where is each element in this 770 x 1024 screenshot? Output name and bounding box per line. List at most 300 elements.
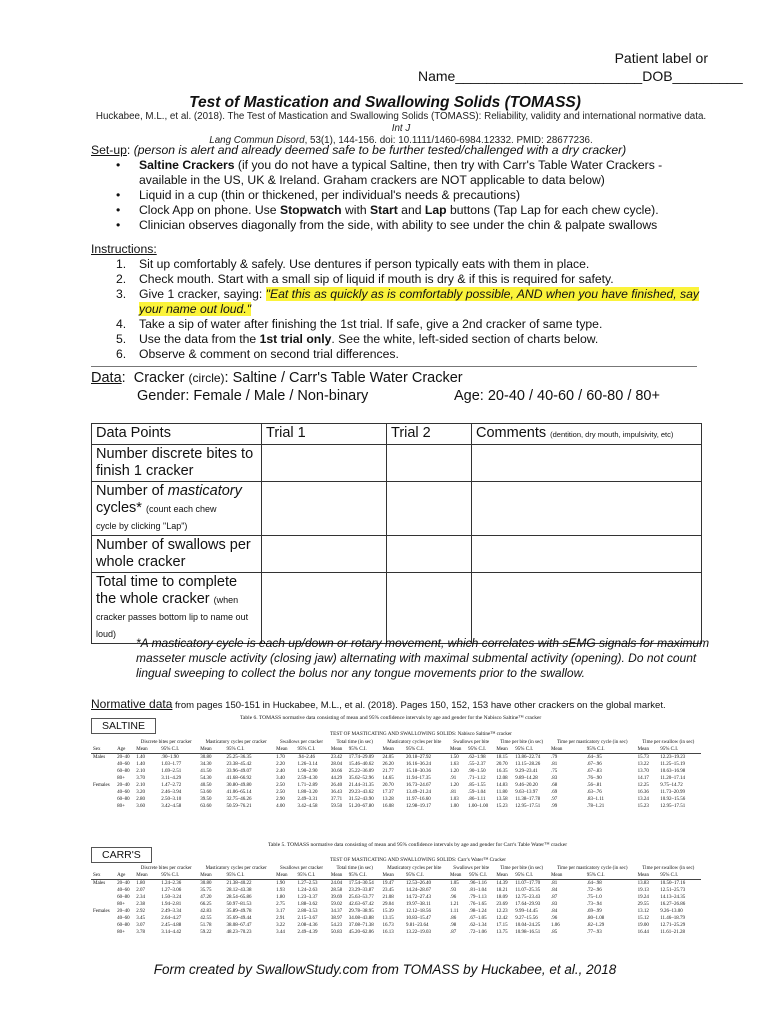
norm-cell: 1.69–2.51 — [161, 769, 182, 774]
norm-cell: 25.22–36.09 — [348, 769, 374, 774]
norm-cell: 12.25 — [637, 783, 649, 788]
norm-cell: 11.80 — [496, 790, 508, 795]
norm-cell: 13.49–21.24 — [405, 790, 431, 795]
norm-cell: .98 — [450, 923, 457, 928]
norm-cell: 2.50–3.10 — [161, 797, 182, 802]
norm-col-header — [91, 872, 701, 880]
norm-cell: 60–80 — [117, 923, 130, 928]
norm-cell: .67–.83 — [586, 769, 602, 774]
norm-cell: 2.38 — [136, 902, 146, 907]
norm-col-label: 95% C.I. — [513, 872, 549, 880]
data-gender-line[interactable]: Gender: Female / Male / Non-binary — [137, 388, 369, 404]
norm-cell: 25.25–36.35 — [226, 755, 252, 760]
norm-cell: 15.23 — [496, 804, 508, 809]
instruction-step-1: Sit up comfortably & safely. Use dentures if person typically eats with them in place. — [139, 257, 590, 271]
norm-cell: 23.29–33.87 — [348, 888, 374, 893]
norm-cell: 4.00 — [276, 804, 285, 809]
norm-cell: 14.13–24.35 — [660, 895, 686, 900]
norm-cell: 38.08–67.47 — [226, 923, 252, 928]
norm-cell: 33.96–49.07 — [226, 769, 252, 774]
norm-cell: 1.47–2.72 — [161, 783, 182, 788]
norm-cell: 23.42 — [330, 755, 343, 760]
norm-cell: 12.98–19.17 — [405, 804, 431, 809]
norm-cell: .98–1.24 — [469, 909, 487, 914]
norm-cell: 16.13 — [382, 930, 394, 935]
comments-bites-cell[interactable] — [472, 445, 702, 482]
norm-cell: .96–1.16 — [469, 881, 487, 886]
norm-cell: 20–40 — [117, 909, 130, 914]
norm-cell: 28.12–43.38 — [226, 888, 252, 893]
setup-item-observe: • Clinician observes diagonally from the side, with ability to see under the chin & palpate swallows — [139, 218, 711, 233]
saltine-label-box: SALTINE — [91, 718, 156, 734]
norm-cell: 9.75–14.72 — [660, 783, 683, 788]
norm-cell: 2.07 — [136, 888, 146, 893]
norm-group-header — [91, 865, 701, 872]
norm-cell: 19.24 — [637, 895, 649, 900]
norm-cell — [91, 915, 115, 922]
norm-cell: 29.78–38.95 — [348, 909, 374, 914]
norm-col-label: 95% C.I. — [658, 872, 701, 880]
norm-cell: .64–.95 — [586, 755, 602, 760]
norm-cell: 3.22 — [276, 923, 285, 928]
norm-cell: .81 — [550, 881, 558, 886]
norm-cell: Males — [93, 755, 106, 760]
norm-cell: 40–60 — [117, 790, 130, 795]
norm-cell: 2.50 — [276, 790, 285, 795]
norm-cell: 47.20 — [200, 895, 212, 900]
norm-cell: 1.80–3.20 — [297, 790, 318, 795]
carrs-norm-table-wrap — [91, 865, 701, 936]
norm-col-label: Mean — [274, 872, 295, 880]
norm-cell — [91, 768, 115, 775]
norm-cell: .77–.93 — [586, 930, 602, 935]
trial2-cycles-cell[interactable] — [387, 482, 472, 536]
norm-cell: 21.44–31.35 — [348, 783, 374, 788]
norm-cell: 1.27–3.06 — [161, 888, 182, 893]
norm-cell: 18.15 — [496, 755, 508, 760]
instructions-section — [91, 242, 711, 362]
saltine-norm-table-wrap — [91, 739, 701, 810]
table5-title: TEST OF MASTICATING AND SWALLOWING SOLIDS: Carr's Water™ Cracker — [330, 857, 506, 863]
norm-cell: 2.64–4.27 — [161, 916, 182, 921]
norm-group-label: Masticatory cycles per cracker — [205, 866, 267, 871]
norm-cell: .79–1.13 — [469, 895, 487, 900]
norm-cell: 2.20 — [276, 762, 285, 767]
norm-cell: 15.23 — [637, 804, 649, 809]
norm-cell: .56–.81 — [586, 783, 602, 788]
norm-cell: 40–60 — [117, 762, 130, 767]
norm-cell: 1.20 — [450, 769, 459, 774]
citation — [95, 111, 707, 147]
trial1-swallows-cell[interactable] — [262, 536, 387, 573]
norm-cell: 1.03 — [450, 797, 459, 802]
norm-cell: .85 — [550, 930, 558, 935]
norm-cell: Males — [93, 881, 106, 886]
norm-cell: 19.00 — [637, 923, 649, 928]
norm-cell: .87 — [550, 895, 558, 900]
table-row — [91, 894, 701, 901]
norm-cell: 26.20 — [382, 762, 394, 767]
norm-cell: 50.97–81.53 — [226, 902, 252, 907]
norm-cell: 1.00–1.00 — [468, 804, 489, 809]
norm-col-label: 95% C.I. — [404, 872, 448, 880]
norm-col-label: Mean — [549, 872, 585, 880]
norm-cell: .93 — [450, 888, 457, 893]
norm-cell: 30.66 — [330, 769, 343, 774]
norm-cell: 12.95–17.51 — [515, 804, 541, 809]
norm-cell: 1.03–1.77 — [161, 762, 182, 767]
norm-col-label: 95% C.I. — [467, 872, 494, 880]
norm-cell: .63–.76 — [586, 790, 602, 795]
norm-group-label: Discrete bites per cracker — [140, 866, 192, 871]
norm-cell: 3.42–4.58 — [161, 804, 182, 809]
trial2-time-cell[interactable] — [387, 573, 472, 644]
norm-cell: 2.49–3.31 — [297, 797, 318, 802]
trial1-cycles-cell[interactable] — [262, 482, 387, 536]
norm-cell — [91, 775, 115, 782]
norm-cell: 1.93 — [276, 888, 285, 893]
instruction-step-2: Check mouth. Start with a small sip of liquid if mouth is dry & if this is required for safety. — [139, 272, 614, 286]
citation-rest: , 53(1), 144-156. doi: 10.1111/1460-6984.12332. PMID: 28677236. — [304, 135, 593, 146]
trial2-swallows-cell[interactable] — [387, 536, 472, 573]
norm-cell: .87 — [450, 930, 457, 935]
norm-cell: 19.47 — [382, 881, 394, 886]
norm-cell: .76–1.65 — [469, 902, 487, 907]
norm-cell: Females — [93, 783, 110, 788]
norm-cell: 2.50 — [276, 783, 285, 788]
norm-cell: 3.60 — [136, 804, 146, 809]
norm-col-label: 95% C.I. — [585, 746, 636, 754]
table-row — [92, 536, 702, 573]
norm-cell: 1.88–3.62 — [297, 902, 318, 907]
norm-cell: 2.15–3.67 — [297, 916, 318, 921]
norm-cell: .90–1.90 — [161, 755, 179, 760]
norm-cell: 16.08 — [382, 804, 394, 809]
norm-cell: 59.02 — [330, 902, 343, 907]
norm-cell: 40.50 — [200, 783, 212, 788]
norm-cell: 12.23 — [496, 909, 508, 914]
norm-cell: 23.38–45.42 — [226, 762, 252, 767]
norm-cell: 29.04 — [382, 902, 394, 907]
norm-cell: .81 — [450, 790, 457, 795]
carrs-label-box: CARR'S — [91, 847, 152, 863]
instruction-step-6: Observe & comment on second trial differences. — [139, 347, 399, 361]
norm-cell: 9.26–13.00 — [660, 909, 683, 914]
norm-cell — [91, 929, 115, 936]
norm-group-label: Masticatory cycles per bite — [387, 740, 442, 745]
norm-cell: 44.29 — [330, 776, 343, 781]
norm-cell: 16.73 — [382, 923, 394, 928]
norm-cell: 17.64–29.93 — [515, 902, 541, 907]
norm-group-label: Masticatory cycles per cracker — [205, 740, 267, 745]
carrs-norm-table — [91, 865, 701, 936]
norm-cell: 9.46–20.20 — [515, 783, 538, 788]
norm-col-header — [91, 746, 701, 754]
norm-cell: 2.34 — [136, 895, 146, 900]
norm-cell: .69–.99 — [586, 909, 602, 914]
row-label-bites: Number discrete bites to finish 1 cracker — [92, 445, 262, 482]
norm-cell: .71–1.12 — [468, 776, 486, 781]
norm-cell: .79 — [550, 755, 558, 760]
norm-cell: 16.27–26.86 — [660, 902, 686, 907]
norm-cell: 14.24–28.67 — [405, 888, 431, 893]
citation-journal1: Int J — [391, 123, 411, 134]
norm-cell: 1.50 — [450, 755, 459, 760]
setup-list — [91, 158, 711, 233]
norm-cell: 11.38–17.78 — [515, 797, 541, 802]
norm-cell: 1.71–2.89 — [297, 783, 318, 788]
norm-group-label: Total time (in sec) — [336, 866, 373, 871]
norm-cell: 2.10 — [136, 769, 146, 774]
table-row — [91, 908, 701, 915]
divider — [91, 366, 697, 367]
setup-item-clock: • Clock App on phone. Use Stopwatch with Start and Lap buttons (Tap Lap for each chew cycle). — [139, 203, 711, 218]
table-row — [91, 803, 701, 810]
norm-col-label: 95% C.I. — [347, 746, 381, 754]
norm-cell: 30.80 — [200, 755, 212, 760]
norm-cell: 14.39 — [496, 881, 508, 886]
norm-col-label: Sex — [91, 872, 115, 880]
norm-cell: .96 — [450, 895, 457, 900]
norm-cell: 59.50 — [330, 804, 343, 809]
norm-cell: .72–1.06 — [469, 930, 487, 935]
norm-cell: 1.26–3.14 — [297, 762, 318, 767]
comments-swallows-cell[interactable] — [472, 536, 702, 573]
norm-cell: 51.78 — [200, 923, 212, 928]
norm-cell: 34.37 — [330, 909, 343, 914]
norm-cell: 3.44 — [276, 930, 285, 935]
norm-cell: .75 — [550, 769, 558, 774]
instruction-step-5: Use the data from the 1st trial only. See the white, left-sided section of charts below. — [139, 332, 599, 346]
table6-title: TEST OF MASTICATING AND SWALLOWING SOLIDS: Nabisco Saltine™ cracker — [330, 731, 512, 737]
norm-cell: 42.55 — [200, 916, 212, 921]
table-row — [91, 887, 701, 894]
norm-cell: 40–60 — [117, 916, 130, 921]
norm-cell: 10.98–16.51 — [515, 930, 541, 935]
norm-cell: 13.15–28.26 — [515, 762, 541, 767]
norm-cell: 50.83 — [330, 930, 343, 935]
comments-time-cell[interactable] — [472, 573, 702, 644]
norm-cell: 15.12 — [637, 916, 649, 921]
norm-col-label: 95% C.I. — [347, 872, 381, 880]
norm-cell: 3.40 — [276, 776, 285, 781]
norm-cell: 2.08–4.36 — [297, 923, 318, 928]
norm-cell: 17.37 — [382, 790, 394, 795]
norm-cell: 2.10 — [136, 783, 146, 788]
table-row — [91, 768, 701, 775]
norm-cell: .67–.96 — [586, 762, 602, 767]
norm-cell: 10.04–24.25 — [515, 923, 541, 928]
norm-cell: .99 — [550, 804, 558, 809]
norm-cell: .82–1.29 — [586, 923, 605, 928]
norm-cell: 1.23–3.37 — [297, 895, 318, 900]
norm-cell: 17.54–30.54 — [348, 881, 374, 886]
comments-cycles-cell[interactable] — [472, 482, 702, 536]
norm-cell: 2.80–3.53 — [297, 909, 318, 914]
norm-cell — [91, 789, 115, 796]
data-age-line[interactable]: Age: 20-40 / 40-60 / 60-80 / 80+ — [454, 388, 660, 404]
norm-col-label: 95% C.I. — [658, 746, 701, 754]
table-row — [92, 445, 702, 482]
instruction-step-4: Take a sip of water after finishing the 1st trial. If safe, give a 2nd cracker of same type. — [139, 317, 603, 331]
norm-cell: 9.89–14.28 — [515, 776, 538, 781]
norm-cell: 12.08 — [496, 776, 508, 781]
norm-cell: 3.07 — [136, 923, 146, 928]
norm-cell: 2.46–3.94 — [161, 790, 182, 795]
norm-cell: 16.36 — [637, 790, 649, 795]
norm-cell: 10.63–16.98 — [660, 769, 686, 774]
norm-cell: 2.80 — [136, 797, 146, 802]
norm-cell: 13.75 — [496, 930, 508, 935]
norm-cell: 11.94–17.35 — [405, 776, 431, 781]
norm-col-label: 95% C.I. — [225, 746, 275, 754]
header-comments: Comments (dentition, dry mouth, impulsivity, etc) — [472, 424, 702, 445]
norm-cell: 59.22 — [200, 930, 212, 935]
norm-cell: .84 — [550, 909, 558, 914]
norm-cell: .81–1.04 — [469, 888, 487, 893]
table-row — [91, 789, 701, 796]
name-dob-line: Name________________________DOB_________ — [418, 68, 743, 84]
data-points-table — [91, 423, 702, 644]
norm-cell: 9.27–15.56 — [515, 916, 538, 921]
norm-cell: 13.12 — [637, 909, 649, 914]
header-data-points: Data Points — [92, 424, 262, 445]
norm-cell: 80+ — [117, 930, 125, 935]
citation-line1: Huckabee, M.L., et al. (2018). The Test of Mastication and Swallowing Solids (TOMASS): Reliability, validity and international normative data. — [95, 111, 707, 122]
norm-cell: .83–1.11 — [586, 797, 605, 802]
setup-intro: (person is alert and already deemed safe to be further tested/challenged with a dry cracker) — [133, 143, 627, 157]
norm-cell: 13.86–22.74 — [515, 755, 541, 760]
trial1-bites-cell[interactable] — [262, 445, 387, 482]
norm-cell: 1.20 — [450, 783, 459, 788]
norm-cell: 54.30 — [200, 776, 212, 781]
norm-group-label: Time per masticatory cycle (in sec) — [557, 866, 628, 871]
norm-col-label: 95% C.I. — [585, 872, 636, 880]
saltine-norm-table — [91, 739, 701, 810]
norm-cell: 15.39 — [382, 909, 394, 914]
norm-cell: 39.69 — [330, 895, 343, 900]
norm-cell: 15.46–40.62 — [348, 762, 374, 767]
norm-cell: 29.55 — [637, 902, 649, 907]
norm-cell — [91, 803, 115, 810]
norm-cell: 1.06 — [550, 923, 560, 928]
norm-col-label: 95% C.I. — [404, 746, 448, 754]
norm-cell: 1.11 — [450, 909, 459, 914]
norm-cell: .97 — [550, 797, 558, 802]
norm-col-label: 95% C.I. — [159, 746, 198, 754]
norm-cell: 16.16–36.24 — [405, 762, 431, 767]
norm-cell: 3.11–4.29 — [161, 776, 182, 781]
norm-cell: 11.61–21.28 — [660, 930, 686, 935]
norm-cell: 80+ — [117, 902, 125, 907]
norm-cell: 3.70 — [136, 776, 146, 781]
norm-cell: 35.89–49.78 — [226, 909, 252, 914]
norm-cell: 24.05 — [382, 755, 394, 760]
norm-group-label: Time per bite (in sec) — [500, 740, 544, 745]
norm-cell: 30.80 — [200, 881, 212, 886]
norm-cell: .64–.98 — [586, 881, 602, 886]
norm-cell: 15.18–30.36 — [405, 769, 431, 774]
norm-cell: 12.12–18.56 — [405, 909, 431, 914]
norm-cell: .86 — [450, 916, 457, 921]
norm-cell: 30.80–49.80 — [226, 783, 252, 788]
norm-col-label: Mean — [381, 746, 404, 754]
norm-col-label: Mean — [134, 872, 159, 880]
norm-cell: 15.73 — [637, 755, 649, 760]
citation-journal2: Lang Commun Disord — [209, 135, 305, 146]
norm-cell: 28.04 — [330, 762, 343, 767]
norm-cell: 24.04 — [330, 881, 343, 886]
norm-cell: 1.50–3.24 — [161, 895, 182, 900]
norm-group-label: Swallows per cracker — [279, 866, 324, 871]
norm-cell: 1.70 — [276, 755, 285, 760]
norm-cell: 50.59–76.21 — [226, 804, 252, 809]
table-row — [91, 929, 701, 936]
norm-cell: 3.14–4.42 — [161, 930, 182, 935]
norm-cell: 1.90 — [276, 881, 285, 886]
norm-col-label: Mean — [448, 872, 467, 880]
norm-cell: 18.21 — [496, 888, 508, 893]
norm-col-label: Mean — [636, 872, 659, 880]
norm-cell: 2.59–4.30 — [297, 776, 318, 781]
norm-cell: 60–80 — [117, 895, 130, 900]
norm-cell: 20.70 — [382, 783, 394, 788]
norm-cell: 2.75 — [276, 902, 285, 907]
norm-group-label: Time per bite (in sec) — [500, 866, 544, 871]
norm-cell: 54.23 — [330, 923, 343, 928]
trial2-bites-cell[interactable] — [387, 445, 472, 482]
norm-cell: 14.72–27.43 — [405, 895, 431, 900]
norm-col-label: 95% C.I. — [225, 872, 275, 880]
setup-item-crackers: • Saltine Crackers (if you do not have a typical Saltine, then try with Carr's Table Water Crackers - available in the US, UK & Ireland. Graham crackers are NOT applicable to data below) — [139, 158, 711, 188]
norm-cell: 16.73–24.67 — [405, 783, 431, 788]
norm-cell: 21.77 — [382, 769, 394, 774]
norm-cell: 20–40 — [117, 881, 130, 886]
norm-cell: 35.69–49.44 — [226, 916, 252, 921]
norm-cell: 17.15 — [496, 923, 508, 928]
norm-cell: 20.70 — [496, 762, 508, 767]
header-trial-1: Trial 1 — [262, 424, 387, 445]
norm-cell: 11.20–17.14 — [660, 776, 686, 781]
norm-cell: 41.50 — [200, 769, 212, 774]
norm-cell: 23.69 — [496, 902, 508, 907]
norm-cell: 2.49–4.39 — [297, 930, 318, 935]
norm-col-label: Mean — [198, 872, 224, 880]
norm-cell: 37.08–71.38 — [348, 923, 374, 928]
norm-cell: .90–1.50 — [468, 769, 486, 774]
norm-col-label: Mean — [494, 872, 513, 880]
norm-cell: 16.35 — [496, 769, 508, 774]
norm-cell: 13.58 — [496, 797, 508, 802]
norm-col-label: Mean — [549, 746, 585, 754]
norm-cell: 1.00 — [450, 804, 459, 809]
norm-cell: Females — [93, 909, 110, 914]
norm-cell: 10.92–15.56 — [660, 797, 686, 802]
norm-cell: 12.51–25.73 — [660, 888, 686, 893]
norm-cell: .94–2.46 — [297, 755, 315, 760]
instruction-quote-highlight: "Eat this as quickly as is comfortably possible, AND when you have finished, say your name out loud." — [139, 287, 700, 316]
norm-cell: .72–.96 — [586, 888, 602, 893]
norm-cell: 11.25–15.19 — [660, 762, 686, 767]
norm-cell: 11.97–16.60 — [405, 797, 431, 802]
table-row — [92, 573, 702, 644]
norm-cell: 3.20 — [136, 790, 146, 795]
norm-cell: 9.29–23.41 — [515, 769, 538, 774]
norm-cell: 11.07–25.35 — [515, 888, 541, 893]
trial1-time-cell[interactable] — [262, 573, 387, 644]
norm-col-label: Mean — [329, 746, 347, 754]
table-header-row — [92, 424, 702, 445]
